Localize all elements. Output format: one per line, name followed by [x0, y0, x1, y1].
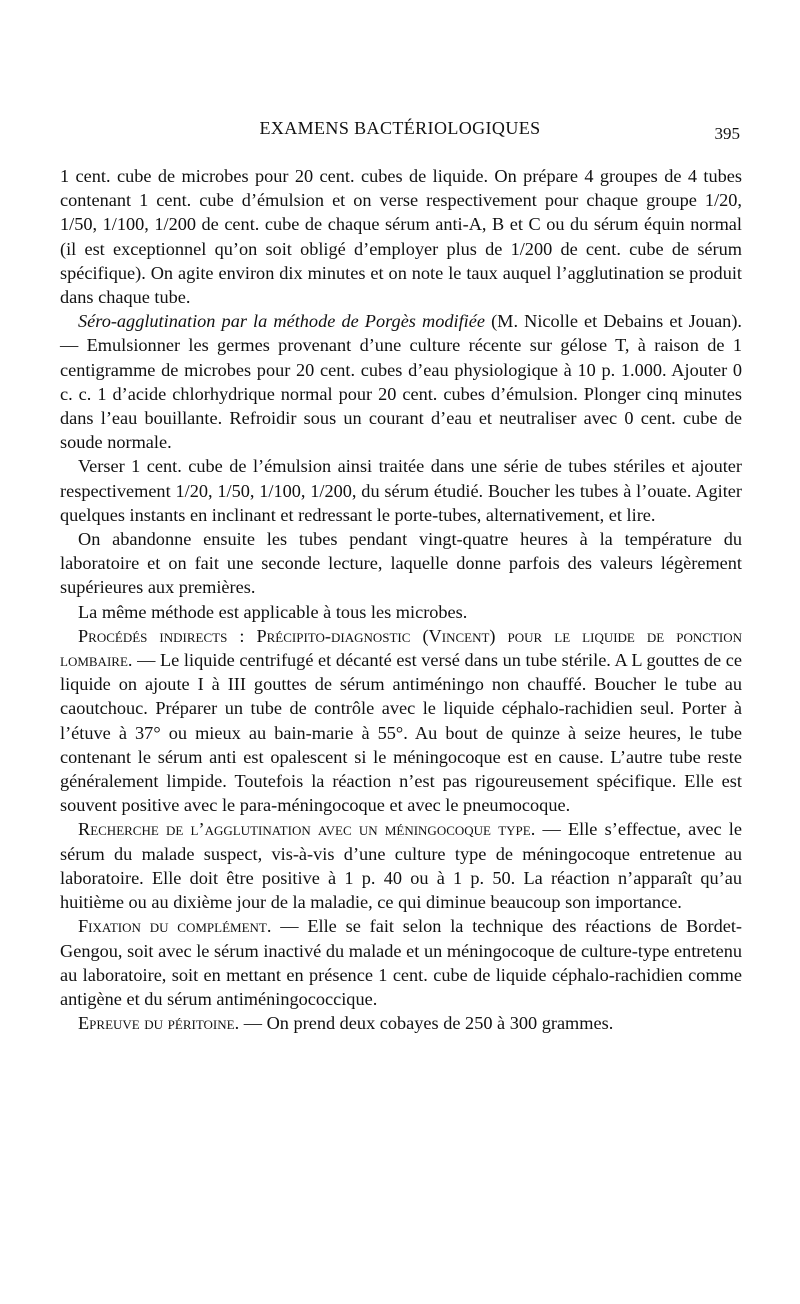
- paragraph-verser: Verser 1 cent. cube de l’émulsion ainsi traitée dans une série de tubes stériles et ajouter respectivement 1/20, 1/50, 1/100, 1/200, du sérum étudié. Boucher les tubes à l’ouate. Agiter quelques instants en inclinant et redressant le porte-tubes, alternativement, et lire.: [60, 456, 742, 525]
- section-heading-procedes-indirects: Procédés indirects : Précipito-diagnostic (Vincent) pour le liquide de ponction lombaire.: [60, 625, 742, 671]
- paragraph-text: (M. Nicolle et Debains et Jouan). — Emulsionner les germes provenant d’une culture récente sur gélose T, à raison de 1 centigramme de microbes pour 20 cent. cubes d’eau physiologique à 10 p. 1.000. Ajouter 0 c. c. 1 d’acide chlorhydrique normal pour 20 cent. cubes d’émulsion. Plonger cinq minutes dans l’eau bouillante. Refroidir sous un courant d’eau et neutraliser avec 0 cent. cube de soude normale.: [60, 311, 742, 453]
- paragraph-procedes-indirects: [60, 624, 742, 818]
- page-number: 395: [714, 124, 740, 143]
- paragraph-text: — Le liquide centrifugé et décanté est versé dans un tube stérile. A L gouttes de ce liquide on ajoute I à III gouttes de sérum antiméningo non chauffé. Boucher le tube au caoutchouc. Préparer un tube de contrôle avec le liquide céphalo-rachidien seul. Porter à l’étuve à 37° ou mieux au bain-marie à 55°. Au bout de quinze à seize heures, le tube contenant le sérum anti est opalescent si le méningocoque est en cause. L’autre tube reste généralement limpide. Toutefois la réaction n’est pas rigoureusement spécifique. Elle est souvent positive avec le para-méningocoque et avec le pneumocoque.: [60, 650, 742, 816]
- paragraph-abandonne: On abandonne ensuite les tubes pendant vingt-quatre heures à la température du laboratoire et on fait une seconde lecture, laquelle donne parfois des valeurs légèrement supérieures aux premières.: [60, 529, 742, 598]
- paragraph-text: — On prend deux cobayes de 250 à 300 grammes.: [239, 1013, 614, 1034]
- body-text: [60, 164, 742, 1035]
- running-head: [60, 118, 740, 148]
- paragraph-recherche-agglutination: [60, 817, 742, 914]
- section-heading-fixation-complement: Fixation du complément.: [78, 916, 272, 937]
- section-heading-sero-agglutination: Séro-agglutination par la méthode de Porgès modifiée: [78, 311, 485, 332]
- paragraph-fixation-complement: [60, 914, 742, 1011]
- paragraph-meme-methode: La même méthode est applicable à tous les microbes.: [78, 601, 468, 622]
- paragraph-sero-agglutination: [60, 309, 742, 454]
- section-heading-recherche-agglutination: Recherche de l’agglutination avec un méningocoque type.: [78, 819, 536, 840]
- running-title: EXAMENS BACTÉRIOLOGIQUES: [259, 118, 541, 138]
- paragraph-epreuve-peritoine: [60, 1011, 742, 1035]
- section-heading-epreuve-peritoine: Epreuve du péritoine.: [78, 1013, 240, 1034]
- paragraph-text: — Elle s’effectue, avec le sérum du malade suspect, vis-à-vis d’une culture type de méningocoque entretenue au laboratoire. Elle doit être positive à 1 p. 40 ou à 1 p. 50. La réaction n’apparaît qu’au huitième ou au dixième jour de la maladie, ce qui diminue beaucoup son importance.: [60, 819, 743, 913]
- paragraph-text: — Elle se fait selon la technique des réactions de Bordet-Gengou, soit avec le sérum inactivé du malade et un méningocoque de culture-type entretenu au laboratoire, soit en mettant en présence 1 cent. cube de liquide céphalo-rachidien comme antigène et du sérum antiméningococcique.: [60, 916, 742, 1009]
- paragraph-emulsion-preparation: 1 cent. cube de microbes pour 20 cent. cubes de liquide. On prépare 4 groupes de 4 tubes contenant 1 cent. cube d’émulsion et on verse respectivement pour chaque groupe 1/20, 1/50, 1/100, 1/200 de cent. cube de chaque sérum anti-A, B et C ou du sérum équin normal (il est exceptionnel qu’on soit obligé d’employer plus de 1/200 de cent. cube de sérum spécifique). On agite environ dix minutes et on note le taux auquel l’agglutination se produit dans chaque tube.: [60, 166, 742, 308]
